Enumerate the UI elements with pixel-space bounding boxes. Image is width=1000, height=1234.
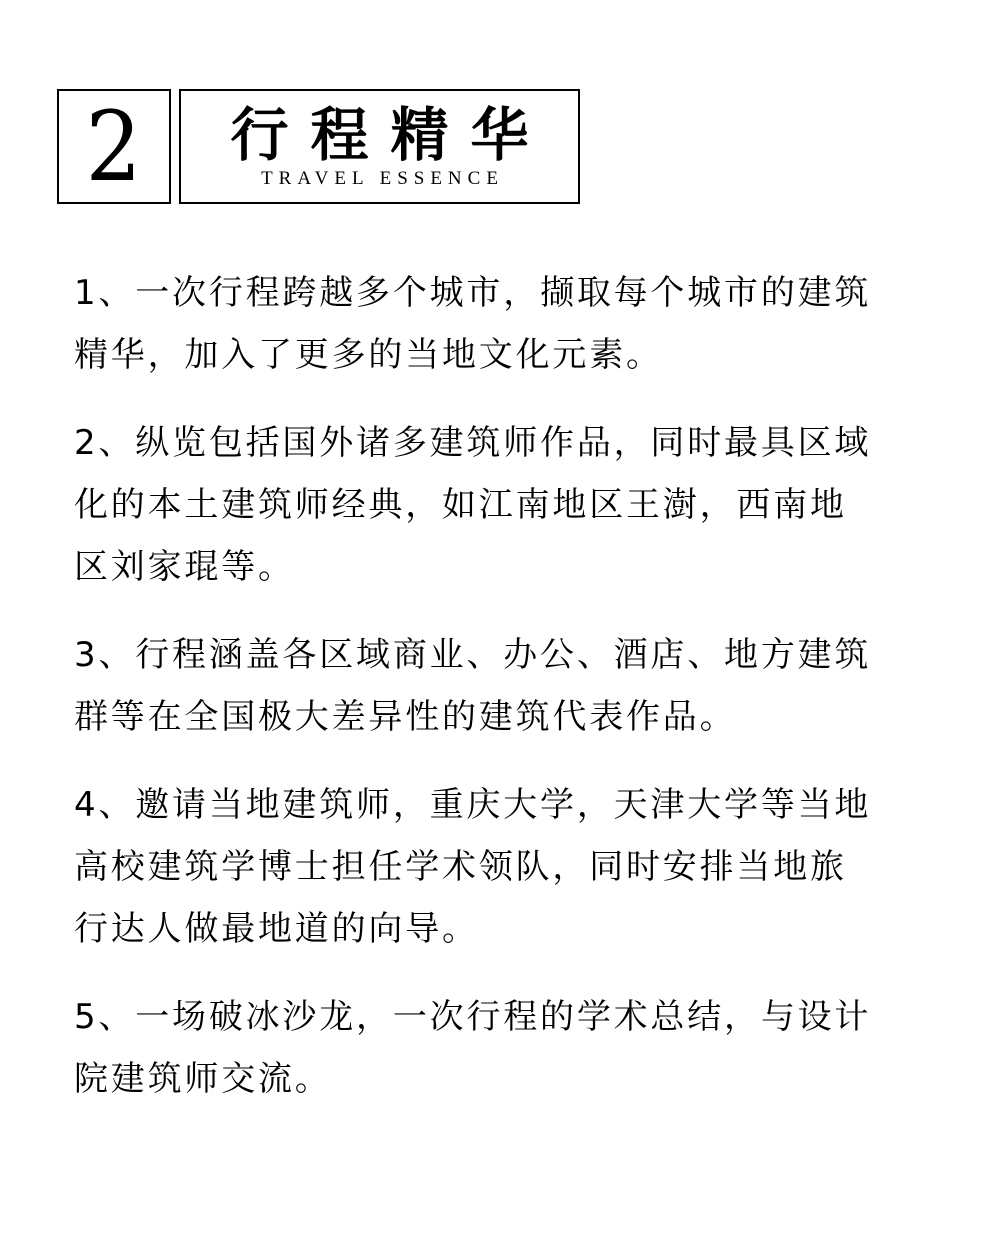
section-title-english: TRAVEL ESSENCE [261, 168, 504, 190]
highlight-item-2: 2、纵览包括国外诸多建筑师作品，同时最具区域 化的本土建筑师经典，如江南地区王澍，西南地 区刘家琨等。 [74, 423, 872, 587]
section-title-chinese: 行程精华 [230, 100, 551, 169]
section-number: 2 [85, 90, 143, 203]
section-number-box [57, 89, 171, 204]
section-title-box [179, 89, 580, 204]
highlight-item-3: 3、行程涵盖各区域商业、办公、酒店、地方建筑 群等在全国极大差异性的建筑代表作品。 [74, 635, 872, 737]
highlight-item-4: 4、邀请当地建筑师，重庆大学，天津大学等当地 高校建筑学博士担任学术领队，同时安排当地旅 行达人做最地道的向导。 [74, 785, 872, 949]
highlight-item-5: 5、一场破冰沙龙，一次行程的学术总结，与设计 院建筑师交流。 [74, 997, 872, 1099]
highlight-list [74, 262, 934, 1136]
highlight-item-1: 1、一次行程跨越多个城市，撷取每个城市的建筑 精华，加入了更多的当地文化元素。 [74, 273, 872, 375]
section-header [57, 89, 580, 204]
